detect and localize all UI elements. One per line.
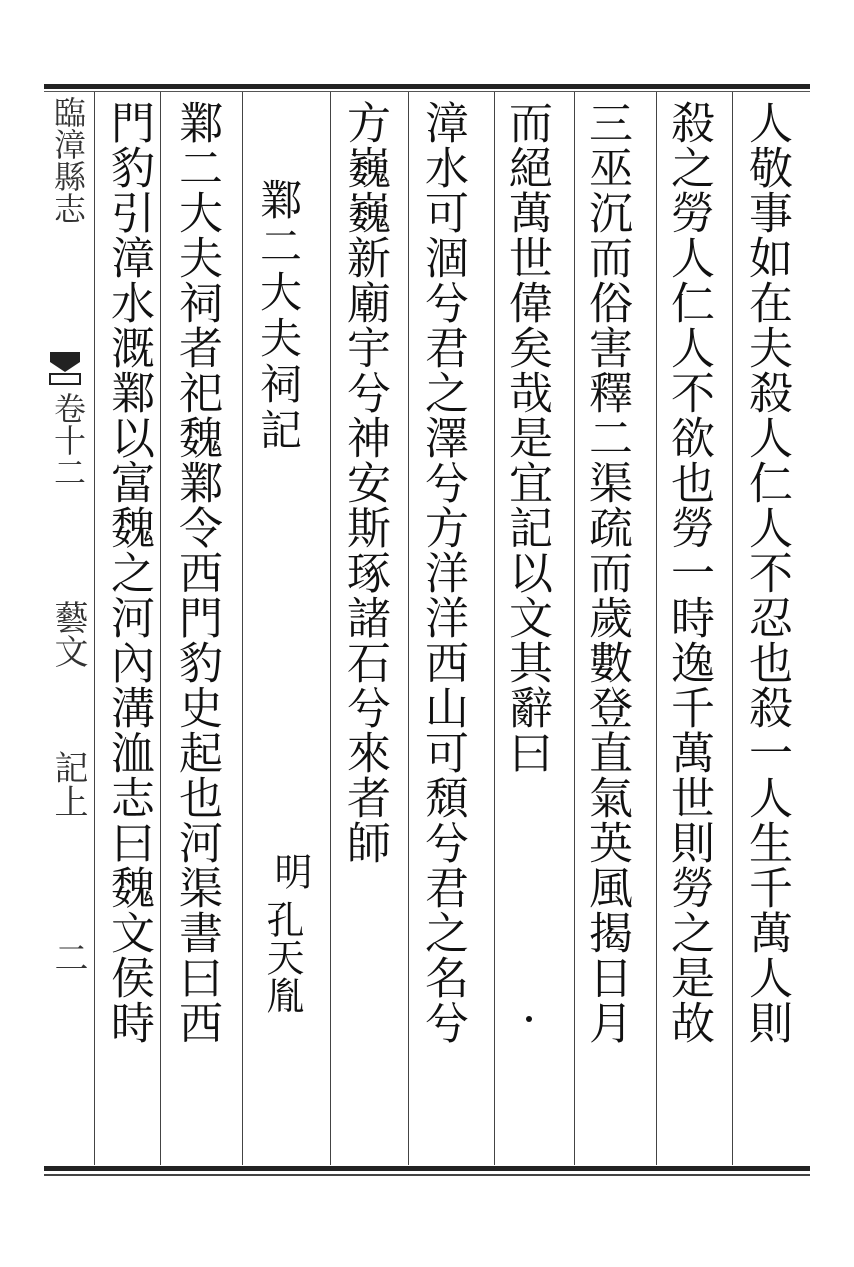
text-column-4: 而絕萬世偉矣哉是宜記以文其辭曰 (501, 100, 552, 775)
fish-tail-mark (48, 348, 82, 388)
text-column-2: 殺之勞人仁人不欲也勞一時逸千萬世則勞之是故 (663, 100, 714, 1045)
top-border-inner (44, 91, 810, 92)
bottom-border (44, 1166, 810, 1171)
margin-top-title: 臨漳縣志 (49, 96, 87, 224)
top-border (44, 84, 810, 89)
text-column-1: 人敬事如在夫殺人仁人不忍也殺一人生千萬人則 (741, 100, 792, 1045)
text-column-5: 漳水可涸兮君之澤兮方洋洋西山可頹兮君之名兮 (417, 100, 468, 1045)
text-column-7: 鄴二大夫祠者祀魏鄴令西門豹史起也河渠書曰西 (171, 100, 222, 1045)
text-column-3: 三巫沉而俗害釋二渠疏而歲數登直氣英風揭日月 (581, 100, 632, 1045)
section-title: 鄴二大夫祠記 (254, 178, 303, 454)
column-rule (494, 92, 495, 1165)
punctuation-dot (526, 1016, 532, 1022)
column-rule (408, 92, 409, 1165)
column-rule (242, 92, 243, 1165)
margin-volume: 卷十二 (49, 392, 87, 488)
margin-category: 藝文 (48, 600, 88, 668)
text-column-8: 門豹引漳水溉鄴以富魏之河內溝洫志曰魏文侯時 (103, 100, 154, 1045)
column-rule (94, 92, 95, 1165)
margin-header (48, 96, 88, 224)
text-column-6: 方巍巍新廟宇兮神安斯琢諸石兮來者師 (339, 100, 390, 865)
bottom-border-inner (44, 1174, 810, 1176)
author-name: 孔天胤 (260, 900, 304, 1014)
column-rule (656, 92, 657, 1165)
margin-subcategory: 記上 (48, 750, 88, 818)
column-rule (574, 92, 575, 1165)
column-rule (330, 92, 331, 1165)
column-rule (160, 92, 161, 1165)
author-dynasty: 明 (268, 852, 312, 890)
column-rule (732, 92, 733, 1165)
margin-page-number: 二 (48, 940, 88, 974)
